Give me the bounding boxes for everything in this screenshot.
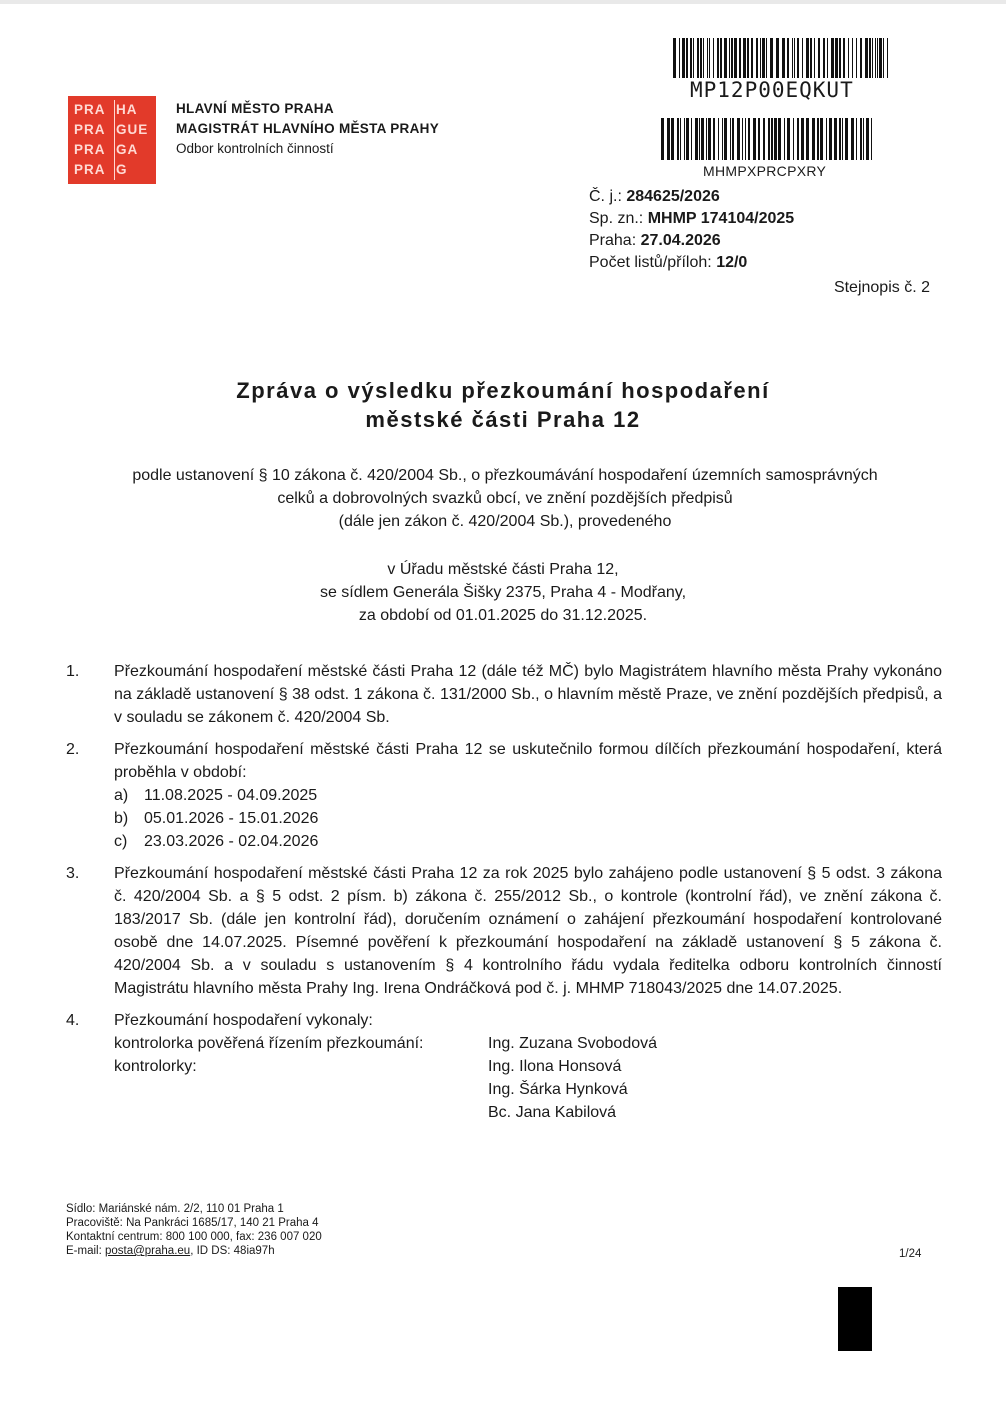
barcode-bar [691,118,692,160]
barcode-bar [863,118,864,160]
barcode-bar [866,118,869,160]
barcode-bar [806,38,809,78]
barcode-bar [707,38,708,78]
barcode-bar [877,38,878,78]
scan-edge [0,0,1006,4]
barcode-bar [806,118,809,160]
barcode-bar [829,118,832,160]
barcode-bar [774,118,777,160]
barcode-bar [834,118,837,160]
barcode-bar [835,38,838,78]
barcode-bar [724,38,727,78]
barcode-bar [812,118,815,160]
list-item [66,660,942,729]
logo-cell: G [116,162,128,177]
barcode-bar [667,118,670,160]
barcode-bar [887,38,888,78]
barcode-bar [797,38,799,78]
barcode-bar [787,38,789,78]
period-item: c) 23.03.2026 - 02.04.2026 [114,833,319,850]
barcode-bar [766,38,767,78]
barcode-top [673,38,888,78]
auditor-name: Bc. Jana Kabilová [488,1104,617,1121]
lead-auditor-label: kontrolorka pověřená řízením přezkoumání: [114,1035,424,1052]
barcode-bar [747,38,749,78]
item-number: 1. [66,663,80,680]
barcode-bar [852,38,853,78]
barcode-bar [680,118,681,160]
ref-sheets-value: 12/0 [716,254,748,271]
list-item [66,862,942,1000]
barcode-bar [722,118,723,160]
reference-block [589,186,794,274]
barcode-bar [709,38,710,78]
barcode-bar [771,118,773,160]
barcode-bar [831,38,834,78]
barcode-bar [871,118,872,160]
footer-email-line: E-mail: posta@praha.eu, ID DS: 48ia97h [66,1245,275,1257]
barcode-bar [700,38,702,78]
barcode-bar [748,118,750,160]
ref-date-value: 27.04.2026 [640,232,721,249]
auditors-table [114,1032,942,1124]
barcode-bar [839,118,841,160]
barcode-bar [883,38,884,78]
barcode-bar [743,38,746,78]
barcode-bar [762,38,765,78]
barcode-bar [820,118,823,160]
barcode-bar [671,118,674,160]
barcode-bar [708,118,711,160]
logo-cell: PRA [74,102,106,117]
barcode-bar [801,118,804,160]
barcode-bar [758,118,760,160]
item-text: Přezkoumání hospodaření městské části Praha 12 se uskutečnilo formou dílčích přezkoumání hospodaření, která proběhla v období: [114,741,942,781]
item-number: 4. [66,1012,80,1029]
barcode-bar [827,38,828,78]
barcode-bar [718,118,719,160]
barcode-bar [776,38,779,78]
barcode-bar [717,38,719,78]
barcode-bar [763,118,765,160]
scan-marker [838,1287,872,1351]
barcode-bar [869,38,871,78]
barcode-bar [792,38,793,78]
barcode-bar [817,118,819,160]
barcode-bar [856,38,857,78]
auditors-label: kontrolorky: [114,1058,197,1075]
barcode-bar [739,38,741,78]
barcode-bar [770,38,773,78]
item-text: Přezkoumání hospodaření městské části Praha 12 za rok 2025 bylo zahájeno podle ustanovení § 5 odst. 3 zákona č. 420/2004 Sb. a § 5 odst. 2 písm. b) zákona č. 255/2012 Sb., o kontrole (kontrolní řád), ve znění zákona č. 183/2017 Sb. (dále jen kontrolní řád), doručením oznámení o zahájení přezkoumání hospodaření kontrolované osobě dne 14.07.2025. Písemné pověření k přezkoumání hospodaření na základě ustanovení § 5 zákona č. 420/2004 Sb. a v souladu s ustanovením § 4 kontrolního řádu vydala ředitelka odboru kontrolních činností Magistrátu hlavního města Prahy Ing. Irena Ondráčková pod č. j. MHMP 718043/2025 dne 14.07.2025. [114,865,942,997]
logo-cell: GA [116,142,139,157]
barcode-bar [745,118,746,160]
footer-workplace: Pracoviště: Na Pankráci 1685/17, 140 21 Praha 4 [66,1217,319,1229]
barcode-bar [842,118,843,160]
barcode-bar [784,118,785,160]
footer-contact-center: Kontaktní centrum: 800 100 000, fax: 236 007 020 [66,1231,322,1243]
ref-cj-value: 284625/2026 [626,188,720,205]
ref-date: Praha: 27.04.2026 [589,232,721,249]
barcode-bar [701,118,704,160]
barcode-bar [787,118,790,160]
barcode-bar [713,118,715,160]
ref-spzn-value: MHMP 174104/2025 [647,210,795,227]
barcode-bar [818,38,820,78]
barcode-bar [823,38,825,78]
organization-block [176,99,439,159]
lead-auditor-name: Ing. Zuzana Svobodová [488,1035,658,1052]
copy-number: Stejnopis č. 2 [833,279,930,296]
auditor-name: Ing. Ilona Honsová [488,1058,622,1075]
intro-paragraph: podle ustanovení § 10 zákona č. 420/2004 Sb., o přezkoumávání hospodaření územních samosprávných celků a dobrovolných svazků obcí, ve znění pozdějších předpisů (dále jen zákon č. 420/2004 Sb.), provedeného [132,467,878,530]
logo-cell: PRA [74,142,106,157]
barcode-bar [673,38,676,78]
barcode-bar [713,38,714,78]
barcode-bar [686,118,689,160]
barcode-bar [848,38,849,78]
barcode-bar [826,118,827,160]
ref-cj: Č. j.: 284625/2026 [589,188,720,205]
barcode-bar [684,118,685,160]
logo-cell: PRA [74,162,106,177]
barcode-bar [768,118,770,160]
logo-cell: GUE [116,122,149,137]
barcode-bar [810,38,812,78]
page-number: 1/24 [899,1248,922,1260]
barcode-bar [724,118,727,160]
item-text: Přezkoumání hospodaření městské části Praha 12 (dále též MČ) bylo Magistrátem hlavního města Prahy vykonáno na základě ustanovení § 38 odst. 1 zákona č. 131/2000 Sb., o hlavním městě Praze, ve znění pozdějších předpisů, a v souladu se zákonem č. 420/2004 Sb. [114,663,942,726]
barcode-bottom [661,118,875,160]
org-name: HLAVNÍ MĚSTO PRAHA [176,101,334,116]
barcode-bar [703,38,704,78]
barcode-bar [751,38,753,78]
item-number: 2. [66,741,80,758]
logo-cell: HA [116,102,138,117]
numbered-list [66,660,942,1133]
barcode-bar [729,38,730,78]
office-paragraph: v Úřadu městské části Praha 12, se sídlem Generála Šišky 2375, Praha 4 - Modřany, za období od 01.01.2025 do 31.12.2025. [319,561,687,624]
logo-cell: PRA [74,122,106,137]
org-department: Odbor kontrolních činností [176,141,334,156]
barcode-bar [872,38,873,78]
footer-address: Sídlo: Mariánské nám. 2/2, 110 01 Praha 1 [66,1203,284,1215]
barcode-bar [706,118,707,160]
footer-contacts [66,1202,322,1258]
auditor-name: Ing. Šárka Hynková [488,1081,628,1098]
barcode-bar [734,38,737,78]
barcode-bar [731,38,733,78]
barcode-bar [860,118,862,160]
barcode-text-bottom: MHMPXPRCPXRY [703,163,827,179]
barcode-bar [793,118,794,160]
barcode-bar [851,118,854,160]
barcode-bar [860,38,862,78]
barcode-bar [797,118,799,160]
barcode-bar [730,118,731,160]
barcode-bar [682,38,685,78]
barcode-bar [782,38,785,78]
barcode-bar [839,38,841,78]
barcode-bar [693,38,694,78]
barcode-bar [732,118,734,160]
barcode-text-top: MP12P00EQKUT [690,78,854,102]
barcode-bar [686,38,688,78]
period-item: b) 05.01.2026 - 15.01.2026 [114,810,319,827]
barcode-bar [760,38,761,78]
barcode-bar [814,38,815,78]
barcode-bar [679,38,680,78]
barcode-bar [699,118,700,160]
barcode-bar [865,38,868,78]
barcode-bar [753,118,756,160]
barcode-bar [778,118,781,160]
barcode-bar [875,38,876,78]
item-number: 3. [66,865,80,882]
barcode-bar [697,38,699,78]
email-link[interactable]: posta@praha.eu [104,1245,191,1257]
praha-logo [68,96,156,184]
barcode-bar [661,118,664,160]
barcode-bar [742,118,743,160]
barcode-bar [802,38,803,78]
barcode-bar [845,118,848,160]
list-item [66,1009,942,1124]
barcode-bar [690,38,692,78]
ref-spzn: Sp. zn.: MHMP 174104/2025 [589,210,795,227]
barcode-bar [856,118,857,160]
org-magistrate: MAGISTRÁT HLAVNÍHO MĚSTA PRAHY [176,121,439,136]
period-item: a) 11.08.2025 - 04.09.2025 [114,787,318,804]
barcode-bar [695,118,698,160]
barcode-bar [756,38,758,78]
barcode-bar [737,118,740,160]
barcode-bar [794,38,795,78]
item-text: Přezkoumání hospodaření vykonaly: [114,1012,373,1029]
ref-sheets: Počet listů/příloh: 12/0 [589,254,748,271]
document-title: Zpráva o výsledku přezkoumání hospodaření městské části Praha 12 [236,378,770,432]
barcode-bar [720,38,722,78]
barcode-bar [843,38,845,78]
barcode-bar [879,38,882,78]
list-item [66,738,942,853]
barcode-bar [677,118,679,160]
